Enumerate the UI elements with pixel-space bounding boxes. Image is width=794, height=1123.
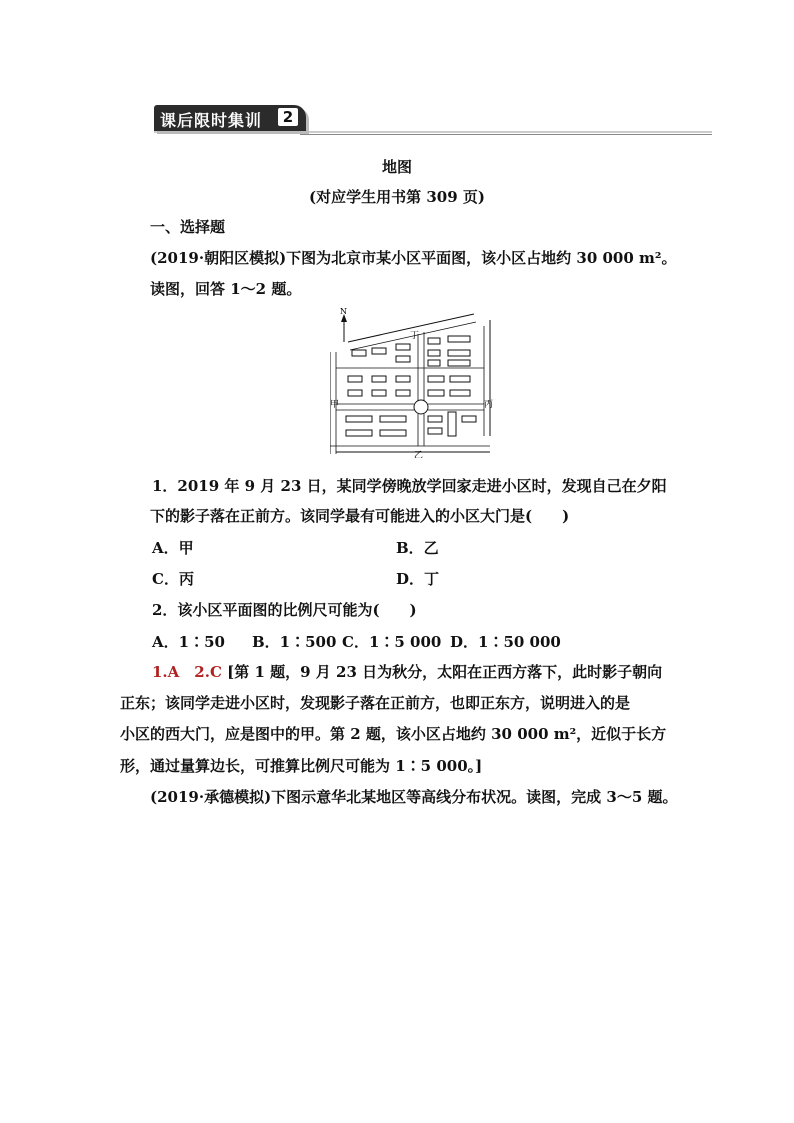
gate-bing-label: 丙 [484, 400, 494, 410]
answer-key: 1.A 2.C [152, 663, 222, 681]
page-title: 地图 [381, 158, 412, 176]
q2-option-d: D．1∶50 000 [450, 633, 561, 651]
neighborhood-map [330, 306, 500, 458]
q1-option-a: A．甲 [152, 539, 194, 557]
gate-ding-label: 丁 [410, 331, 420, 341]
q1-line1: 1．2019 年 9 月 23 日，某同学傍晚放学回家走进小区时，发现自己在夕阳 [152, 477, 667, 495]
answer-line2: 正东；该同学走进小区时，发现影子落在正前方，也即正东方，说明进入的是 [120, 694, 631, 712]
q1-option-c: C．丙 [152, 570, 194, 588]
header-number: 2 [278, 108, 298, 126]
answer-line3: 小区的西大门，应是图中的甲。第 2 题，该小区占地约 30 000 m²，近似于长方 [120, 725, 667, 743]
q2-option-a: A．1∶50 [152, 633, 225, 651]
answer-line4: 形，通过量算边长，可推算比例尺可能为 1∶5 000。] [120, 757, 483, 775]
q2-option-b: B．1∶500 [252, 633, 337, 651]
page-subtitle: (对应学生用书第 309 页) [309, 188, 485, 206]
answer-explanation-1: [第 1 题，9 月 23 日为秋分，太阳在正西方落下，此时影子朝向 [227, 663, 663, 681]
answer-line1 [152, 662, 662, 682]
gate-yi-label: 乙 [414, 451, 424, 458]
intro1-line1: (2019·朝阳区模拟)下图为北京市某小区平面图，该小区占地约 30 000 m²。 [150, 249, 677, 267]
north-label: N [340, 307, 347, 316]
intro2: (2019·承德模拟)下图示意华北某地区等高线分布状况。读图，完成 3～5 题。 [150, 788, 678, 806]
q1-option-d: D．丁 [396, 570, 440, 588]
header-rule [300, 134, 712, 135]
header-label: 课后限时集训 [160, 111, 263, 130]
gate-jia-label: 甲 [330, 400, 340, 410]
q2-option-c: C．1∶5 000 [342, 633, 442, 651]
header-rule-shadow [154, 131, 712, 133]
intro1-line2: 读图，回答 1～2 题。 [150, 280, 302, 298]
q1-option-b: B．乙 [396, 539, 439, 557]
q1-line2: 下的影子落在正前方。该同学最有可能进入的小区大门是( ) [150, 507, 570, 525]
q2-stem: 2．该小区平面图的比例尺可能为( ) [152, 601, 417, 619]
section-heading: 一、选择题 [150, 218, 226, 236]
